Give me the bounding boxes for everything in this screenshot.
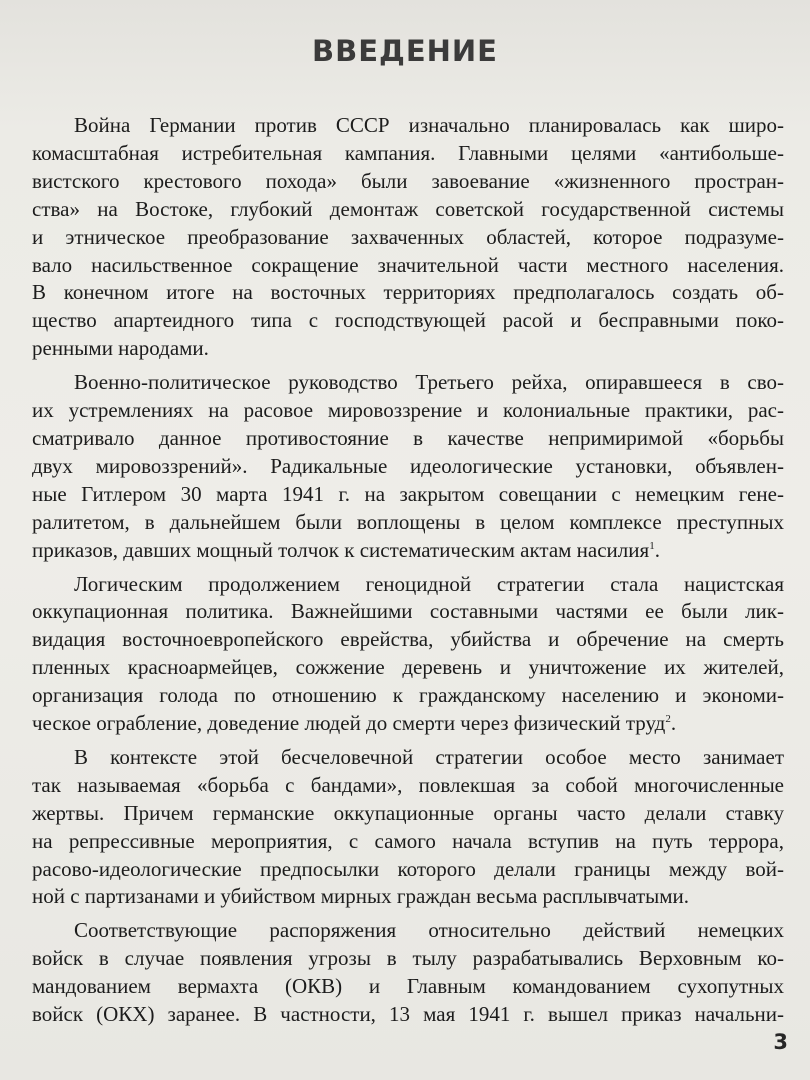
text-line: ческое ограбление, доведение людей до смерти через физический труд$^2$.	[32, 711, 677, 736]
text-line: организация голода по отношению к гражданскому населению и экономи-	[32, 683, 784, 708]
text-line: ства» на Востоке, глубокий демонтаж советской государственной системы	[32, 196, 784, 221]
text-line: приказов, давших мощный толчок к систематическим актам насилия$^1$.	[32, 537, 660, 562]
paragraph-2	[32, 369, 784, 564]
text-line: войск (ОКХ) заранее. В частности, 13 мая 1941 г. вышел приказ начальни-	[32, 1002, 784, 1027]
text-line: оккупационная политика. Важнейшими составными частями ее были лик-	[32, 599, 784, 624]
text-line: на репрессивные мероприятия, с самого начала вступив на путь террора,	[32, 828, 784, 853]
text-line: мандованием вермахта (ОКВ) и Главным командованием сухопутных	[32, 974, 784, 999]
paragraph-5	[32, 917, 784, 1029]
text-line: пленных красноармейцев, сожжение деревень и уничтожение их жителей,	[32, 655, 784, 680]
text-line: так называемая «борьба с бандами», повлекшая за собой многочисленные	[32, 772, 784, 797]
text-line: вало насильственное сокращение значительной части местного населения.	[32, 252, 784, 277]
text-line: Соответствующие распоряжения относительно действий немецких	[74, 918, 784, 943]
text-line: и этническое преобразование захваченных областей, которое подразуме-	[32, 224, 784, 249]
text-line: ной с партизанами и убийством мирных граждан весьма расплывчатыми.	[32, 884, 690, 909]
body-text	[32, 112, 784, 1035]
text-line: расово-идеологические предпосылки которого делали границы между вой-	[32, 856, 784, 881]
footnote-marker-1: 1	[649, 539, 655, 552]
text-line: Военно-политическое руководство Третьего рейха, опиравшееся в сво-	[74, 370, 784, 395]
paragraph-3	[32, 571, 784, 738]
text-line: войск в случае появления угрозы в тылу разрабатывались Верховным ко-	[32, 946, 784, 971]
text-line: двух мировоззрений». Радикальные идеологические установки, объявлен-	[32, 453, 784, 478]
text-line: жертвы. Причем германские оккупационные органы часто делали ставку	[32, 800, 784, 825]
text-line: видация восточноевропейского еврейства, убийства и обречение на смерть	[32, 627, 784, 652]
paragraph-1	[32, 112, 784, 363]
text-line: Война Германии против СССР изначально планировалась как широ-	[74, 113, 784, 137]
text-line: комасштабная истребительная кампания. Главными целями «антибольше-	[32, 140, 784, 165]
page-number: 3	[773, 1030, 788, 1054]
text-line: ралитетом, в дальнейшем были воплощены в целом комплексе преступных	[32, 509, 784, 534]
text-line: Логическим продолжением геноцидной стратегии стала нацистская	[74, 571, 784, 596]
text-line: сматривало данное противостояние в качестве непримиримой «борьбы	[32, 425, 784, 450]
text-line: щество апартеидного типа с господствующей расой и бесправными поко-	[32, 308, 784, 333]
text-line: В контексте этой бесчеловечной стратегии особое место занимает	[74, 744, 784, 769]
text-line: ные Гитлером 30 марта 1941 г. на закрытом совещании с немецким гене-	[32, 481, 784, 506]
line-text: приказов, давших мощный толчок к систематическим актам насилия	[32, 537, 650, 562]
line-text: ческое ограбление, доведение людей до смерти через физический труд	[32, 711, 666, 736]
text-line: вистского крестового похода» были завоевание «жизненного простран-	[32, 168, 784, 193]
footnote-marker-2: 2	[665, 713, 671, 726]
text-line: В конечном итоге на восточных территориях предполагалось создать об-	[32, 280, 784, 305]
chapter-title: ВВЕДЕНИЕ	[311, 34, 498, 68]
paragraph-4	[32, 744, 784, 911]
text-line: их устремлениях на расовое мировоззрение и колониальные практики, рас-	[32, 398, 784, 423]
text-line: ренными народами.	[32, 336, 209, 361]
